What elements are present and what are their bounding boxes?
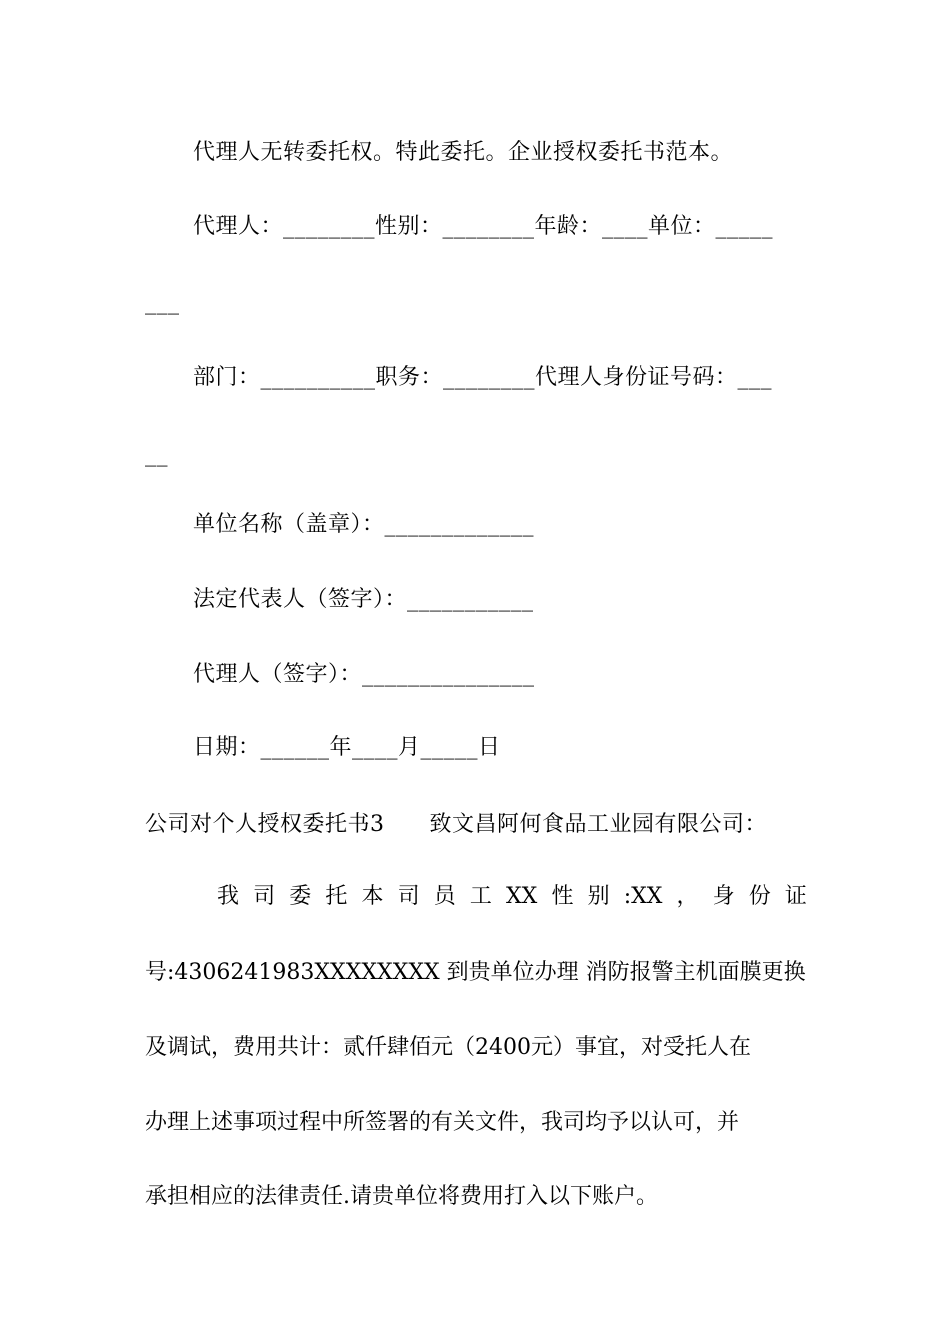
text-line-agent-fields: 代理人：________性别：________年龄：____单位：_____ bbox=[193, 214, 774, 239]
word: 身 bbox=[712, 884, 735, 909]
section-heading: 公司对个人授权委托书3 致文昌阿何食品工业园有限公司： bbox=[145, 812, 767, 837]
text-line-agent-fields-cont: ___ bbox=[145, 290, 180, 315]
word: ， bbox=[676, 884, 699, 909]
word: 我 bbox=[217, 884, 240, 909]
text-line-liability: 承担相应的法律责任.请贵单位将费用打入以下账户。 bbox=[145, 1184, 658, 1209]
text-line-1: 代理人无转委托权。特此委托。企业授权委托书范本。 bbox=[193, 140, 734, 165]
text-line-company-seal: 单位名称（盖章）：_____________ bbox=[193, 512, 535, 537]
word: 份 bbox=[748, 884, 771, 909]
text-line-department-fields-cont: __ bbox=[145, 442, 168, 467]
text-line-department-fields: 部门：__________职务：________代理人身份证号码：___ bbox=[193, 365, 773, 390]
text-line-legal-rep-signature: 法定代表人（签字）：___________ bbox=[193, 587, 534, 612]
word: 托 bbox=[325, 884, 348, 909]
word: 司 bbox=[397, 884, 420, 909]
text-line-date: 日期：______年____月_____日 bbox=[193, 735, 501, 760]
text-line-fee: 及调试，费用共计：贰仟肆佰元（2400元）事宜，对受托人在 bbox=[145, 1035, 751, 1060]
word: 本 bbox=[361, 884, 384, 909]
word: 性 bbox=[551, 884, 574, 909]
word: 工 bbox=[469, 884, 492, 909]
word: 员 bbox=[433, 884, 456, 909]
word: 证 bbox=[784, 884, 807, 909]
word: 别 bbox=[587, 884, 610, 909]
text-line-agent-signature: 代理人（签字）：_______________ bbox=[193, 662, 535, 687]
text-line-id-number: 号:4306241983XXXXXXXX 到贵单位办理 消防报警主机面膜更换 bbox=[145, 960, 806, 985]
word: :XX bbox=[623, 884, 663, 909]
text-line-spread bbox=[217, 882, 807, 912]
word: 委 bbox=[289, 884, 312, 909]
word: 司 bbox=[253, 884, 276, 909]
text-line-documents: 办理上述事项过程中所签署的有关文件，我司均予以认可，并 bbox=[145, 1110, 740, 1135]
word: XX bbox=[506, 884, 538, 909]
